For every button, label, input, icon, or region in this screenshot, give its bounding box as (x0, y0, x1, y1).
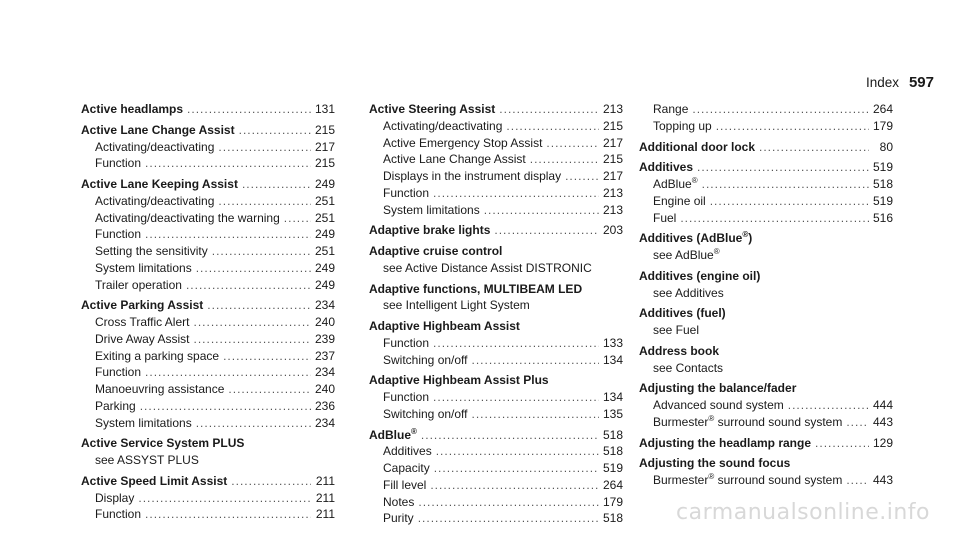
subentry-term: Topping up (653, 118, 712, 133)
leader-dots (228, 381, 311, 398)
subentry-term: Function (95, 156, 142, 171)
index-subentry (81, 452, 335, 469)
leader-dots (193, 314, 311, 331)
index-subentry (369, 151, 623, 168)
leader-dots (433, 389, 599, 406)
leader-dots (697, 159, 869, 176)
index-entry (81, 473, 335, 490)
index-entry (639, 455, 893, 472)
entry-term: Additives (AdBlue®) (639, 230, 753, 246)
page-ref: 211 (315, 473, 335, 488)
index-entry (639, 268, 893, 285)
leader-dots (187, 101, 311, 118)
index-subentry (369, 168, 623, 185)
subentry-term: Capacity (383, 461, 430, 475)
subentry-term: Burmester® surround sound system (653, 413, 843, 429)
subentry-term: Burmester® surround sound system (653, 472, 843, 487)
subentry-term: Function (95, 365, 142, 380)
index-entry (369, 243, 623, 260)
entry-term: Active Lane Change Assist (81, 122, 235, 137)
leader-dots (846, 472, 869, 489)
index-subentry (369, 443, 623, 460)
index-subentry (369, 477, 623, 494)
leader-dots (145, 506, 311, 523)
index-entry (639, 305, 893, 322)
index-subentry (81, 490, 335, 507)
page-ref: 519 (873, 193, 894, 208)
subentry-term: Function (383, 335, 430, 350)
index-subentry (81, 348, 335, 365)
entry-term: Additives (fuel) (639, 306, 726, 321)
leader-dots (218, 193, 311, 210)
subentry-term: Exiting a parking space (95, 348, 220, 363)
entry-term: Active Speed Limit Assist (81, 473, 228, 488)
index-subentry (369, 202, 623, 219)
entry-term: Adaptive functions, MULTIBEAM LED (369, 281, 583, 296)
leader-dots (430, 477, 599, 494)
entry-term: Active Parking Assist (81, 298, 204, 313)
leader-dots (418, 494, 599, 511)
page-ref: 213 (603, 185, 624, 200)
leader-dots (506, 118, 599, 135)
leader-dots (815, 435, 869, 452)
index-entry (639, 380, 893, 397)
leader-dots (530, 151, 599, 168)
entry-term: Active Lane Keeping Assist (81, 177, 238, 191)
page-ref: 133 (603, 335, 624, 350)
subentry-term: Drive Away Assist (95, 331, 190, 346)
page-ref: 134 (603, 390, 624, 404)
leader-dots (218, 139, 311, 156)
leader-dots (242, 176, 311, 193)
page-ref: 264 (603, 477, 624, 492)
leader-dots (692, 101, 869, 118)
leader-dots (207, 297, 311, 314)
page-ref: 217 (603, 169, 624, 183)
index-column-1 (81, 101, 335, 523)
entry-term: Adaptive Highbeam Assist Plus (369, 373, 549, 388)
index-entry (81, 122, 335, 139)
page-ref: 444 (873, 398, 894, 412)
page-ref: 213 (603, 102, 624, 116)
registered-mark: ® (742, 230, 749, 240)
entry-term: Adjusting the balance/fader (639, 381, 797, 396)
index-subentry (369, 406, 623, 423)
registered-mark: ® (411, 426, 417, 436)
index-subentry (81, 260, 335, 277)
index-subentry (639, 118, 893, 135)
subentry-term: Active Lane Change Assist (383, 152, 526, 167)
entry-term: Adjusting the headlamp range (639, 435, 812, 450)
page-ref: 211 (315, 507, 335, 522)
entry-term: Adjusting the sound focus (639, 456, 791, 471)
index-subentry (369, 335, 623, 352)
page-header (866, 74, 934, 91)
leader-dots (499, 101, 599, 118)
subentry-term: Switching on/off (383, 352, 468, 367)
index-entry (81, 101, 335, 118)
leader-dots (418, 510, 599, 527)
leader-dots (193, 331, 311, 348)
index-column-2 (369, 101, 623, 527)
subentry-term: see Contacts (653, 360, 724, 375)
entry-term: Additives (engine oil) (639, 268, 761, 283)
page-ref: 236 (315, 398, 336, 413)
page-ref: 131 (315, 102, 336, 116)
entry-term: Additives (639, 160, 694, 175)
index-subentry (369, 185, 623, 202)
index-subentry (369, 510, 623, 527)
subentry-term: Function (95, 227, 142, 242)
subentry-term: Setting the sensitivity (95, 244, 208, 258)
index-subentry (81, 243, 335, 260)
page-ref: 129 (873, 435, 894, 450)
subentry-term: Fill level (383, 477, 427, 492)
page-ref: 215 (603, 152, 624, 167)
page-ref: 249 (315, 177, 336, 191)
leader-dots (284, 210, 311, 227)
page-ref: 234 (315, 365, 336, 380)
index-subentry (639, 414, 893, 431)
leader-dots (788, 397, 869, 414)
page-ref: 213 (603, 202, 624, 217)
page-ref: 134 (603, 352, 624, 367)
index-entry (639, 230, 893, 247)
subentry-term: see Additives (653, 285, 724, 300)
page-ref: 215 (603, 118, 624, 133)
leader-dots (138, 490, 311, 507)
leader-dots (680, 210, 869, 227)
leader-dots (239, 122, 311, 139)
subentry-term: System limitations (95, 260, 192, 275)
index-subentry (81, 139, 335, 156)
page-ref: 264 (873, 102, 894, 116)
page-ref: 217 (315, 139, 336, 154)
subentry-term: see Active Distance Assist DISTRONIC (383, 260, 592, 275)
section-title: Index (865, 75, 899, 90)
subentry-term: see ASSYST PLUS (95, 453, 199, 467)
page-ref: 518 (603, 427, 624, 442)
leader-dots (436, 443, 599, 460)
index-entry (81, 435, 335, 452)
page-ref: 249 (315, 227, 336, 242)
index-subentry (639, 285, 893, 302)
index-subentry (369, 135, 623, 152)
entry-term: Adaptive cruise control (369, 244, 503, 258)
leader-dots (710, 193, 869, 210)
index-subentry (639, 397, 893, 414)
leader-dots (433, 185, 599, 202)
subentry-term: Manoeuvring assistance (95, 382, 225, 396)
leader-dots (494, 222, 599, 239)
index-subentry (81, 155, 335, 172)
index-entry (639, 343, 893, 360)
index-entry (369, 222, 623, 239)
index-entry (369, 281, 623, 298)
index-subentry (639, 210, 893, 227)
index-subentry (81, 506, 335, 523)
page-ref: 237 (315, 348, 336, 363)
index-subentry (369, 260, 623, 277)
index-entry (639, 139, 893, 156)
subentry-term: System limitations (95, 415, 192, 430)
index-subentry (369, 118, 623, 135)
entry-term: Address book (639, 343, 720, 358)
subentry-term: Activating/deactivating (383, 118, 503, 133)
subentry-term: see Intelligent Light System (383, 298, 530, 313)
leader-dots (196, 415, 311, 432)
index-subentry (81, 277, 335, 294)
entry-term: Active Service System PLUS (81, 436, 245, 451)
subentry-term: Function (95, 507, 142, 522)
leader-dots (433, 335, 599, 352)
subentry-term: Cross Traffic Alert (95, 315, 190, 329)
index-subentry (369, 389, 623, 406)
subentry-term: Purity (383, 511, 414, 526)
subentry-term: Notes (383, 494, 415, 509)
index-subentry (81, 364, 335, 381)
subentry-term: Activating/deactivating (95, 193, 215, 208)
leader-dots (140, 398, 311, 415)
index-subentry (81, 331, 335, 348)
watermark: carmanualsonline.info (676, 500, 930, 525)
leader-dots (759, 139, 869, 156)
leader-dots (434, 460, 599, 477)
index-entry (639, 435, 893, 452)
subentry-term: System limitations (383, 202, 480, 217)
subentry-term: see Fuel (653, 323, 700, 337)
registered-mark: ® (708, 413, 715, 423)
leader-dots (145, 364, 311, 381)
page-ref: 135 (603, 406, 624, 421)
page-ref: 234 (315, 415, 336, 430)
subentry-term: Advanced sound system (653, 398, 784, 412)
page-number: 597 (908, 74, 934, 91)
index-subentry (369, 297, 623, 314)
page-ref: 519 (873, 160, 894, 175)
subentry-term: Function (383, 390, 430, 404)
index-subentry (639, 322, 893, 339)
subentry-term: Range (653, 102, 689, 116)
page-ref: 251 (315, 244, 336, 258)
registered-mark: ® (691, 176, 698, 185)
leader-dots (472, 406, 600, 423)
page-ref: 215 (315, 156, 336, 171)
index-subentry (639, 176, 893, 193)
index-subentry (81, 381, 335, 398)
subentry-term: Function (383, 185, 430, 200)
page-ref: 519 (603, 461, 624, 475)
leader-dots (212, 243, 311, 260)
index-subentry (639, 193, 893, 210)
leader-dots (145, 155, 311, 172)
page-ref: 179 (603, 494, 624, 509)
page-ref: 443 (873, 414, 894, 429)
leader-dots (716, 118, 869, 135)
leader-dots (186, 277, 311, 294)
index-subentry (369, 352, 623, 369)
entry-term: Active Steering Assist (369, 102, 496, 116)
subentry-term: AdBlue® (653, 176, 698, 191)
index-column-3 (639, 101, 893, 489)
page-ref: 240 (315, 315, 336, 329)
leader-dots (846, 414, 869, 431)
subentry-term: Fuel (653, 210, 677, 225)
subentry-term: Activating/deactivating the warning (95, 210, 280, 225)
subentry-term: Engine oil (653, 193, 706, 208)
page-ref: 203 (603, 223, 624, 238)
entry-term: Active headlamps (81, 102, 184, 116)
page-ref: 249 (315, 277, 336, 292)
index-subentry (369, 460, 623, 477)
index-entry (369, 101, 623, 118)
page-ref: 443 (873, 473, 894, 487)
subentry-term: Parking (95, 398, 136, 413)
subentry-term: Switching on/off (383, 406, 468, 421)
registered-mark: ® (708, 472, 715, 481)
index-subentry (639, 472, 893, 489)
index-subentry (81, 226, 335, 243)
index-entry (369, 318, 623, 335)
leader-dots (565, 168, 599, 185)
page-ref: 251 (315, 210, 336, 225)
page-ref: 249 (315, 260, 336, 275)
index-subentry (369, 494, 623, 511)
index-subentry (81, 193, 335, 210)
page-ref: 234 (315, 298, 336, 313)
registered-mark: ® (713, 247, 720, 256)
subentry-term: Trailer operation (95, 277, 182, 292)
entry-term: AdBlue® (369, 426, 417, 442)
leader-dots (702, 176, 869, 193)
index-subentry (81, 314, 335, 331)
index-entry (81, 176, 335, 193)
page-ref: 518 (873, 177, 894, 191)
index-subentry (639, 360, 893, 377)
subentry-term: Displays in the instrument display (383, 169, 562, 183)
page-ref: 211 (315, 490, 335, 505)
page-ref: 179 (873, 118, 894, 133)
subentry-term: see AdBlue® (653, 247, 720, 262)
index-entry (81, 297, 335, 314)
index-entry (369, 427, 623, 444)
index-subentry (639, 247, 893, 264)
leader-dots (421, 427, 599, 444)
index-subentry (81, 210, 335, 227)
leader-dots (546, 135, 599, 152)
entry-term: Additional door lock (639, 139, 755, 154)
page-ref: 215 (315, 122, 336, 137)
leader-dots (145, 226, 311, 243)
page-ref: 518 (603, 511, 624, 526)
subentry-term: Activating/deactivating (95, 139, 215, 154)
page-ref: 240 (315, 382, 336, 396)
page-ref: 80 (879, 139, 893, 154)
index-subentry (81, 398, 335, 415)
index-entry (369, 372, 623, 389)
subentry-term: Display (95, 490, 135, 505)
page-ref: 239 (315, 331, 336, 346)
leader-dots (472, 352, 600, 369)
page-ref: 516 (873, 210, 894, 225)
page-ref: 217 (603, 135, 624, 150)
page-ref: 251 (315, 193, 336, 208)
leader-dots (223, 348, 311, 365)
index-entry (639, 159, 893, 176)
entry-term: Adaptive brake lights (369, 223, 491, 238)
index-subentry (639, 101, 893, 118)
leader-dots (196, 260, 311, 277)
subentry-term: Active Emergency Stop Assist (383, 135, 543, 150)
subentry-term: Additives (383, 444, 432, 459)
entry-term: Adaptive Highbeam Assist (369, 319, 520, 333)
index-subentry (81, 415, 335, 432)
leader-dots (231, 473, 311, 490)
page-ref: 518 (603, 444, 624, 459)
leader-dots (484, 202, 599, 219)
